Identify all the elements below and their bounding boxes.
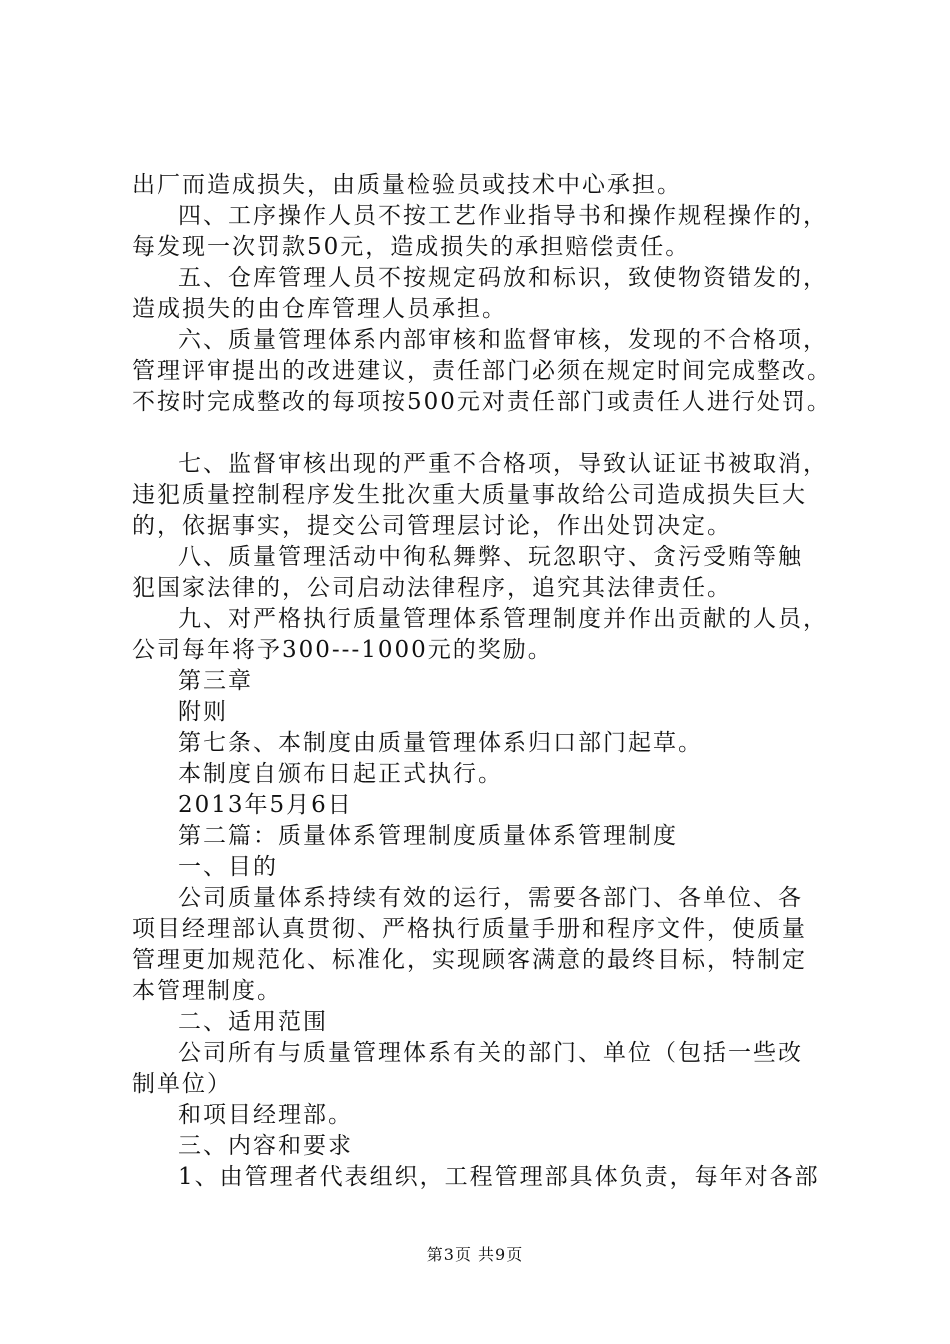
text-line: 第七条、本制度由质量管理体系归口部门起草。 [178,730,703,756]
text-line: 公司每年将予300---1000元的奖励。 [132,637,553,663]
text-line: 第二篇：质量体系管理制度质量体系管理制度 [178,823,678,849]
page-footer: 第3页 共9页 [426,1245,524,1264]
text-line: 一、目的 [178,854,278,880]
document-body [132,170,842,1193]
text-line: 1、由管理者代表组织，工程管理部具体负责，每年对各部 [178,1164,820,1190]
text-line: 三、内容和要求 [178,1133,353,1159]
text-line: 八、质量管理活动中徇私舞弊、玩忽职守、贪污受贿等触 [178,544,803,570]
text-line: 不按时完成整改的每项按500元对责任部门或责任人进行处罚。 [132,389,832,415]
text-line: 管理评审提出的改进建议，责任部门必须在规定时间完成整改。 [132,358,832,384]
text-line: 九、对严格执行质量管理体系管理制度并作出贡献的人员， [178,606,828,632]
text-line: 第三章 [178,668,253,694]
text-line: 公司所有与质量管理体系有关的部门、单位（包括一些改 [178,1040,803,1066]
text-line: 本管理制度。 [132,978,282,1004]
text-line: 违犯质量控制程序发生批次重大质量事故给公司造成损失巨大 [132,482,807,508]
text-line: 六、质量管理体系内部审核和监督审核，发现的不合格项， [178,327,828,353]
text-line: 制单位） [132,1071,232,1097]
text-line: 二、适用范围 [178,1009,328,1035]
text-line: 每发现一次罚款50元，造成损失的承担赔偿责任。 [132,234,691,260]
text-line: 七、监督审核出现的严重不合格项，导致认证证书被取消， [178,451,828,477]
text-line: 的，依据事实，提交公司管理层讨论，作出处罚决定。 [132,513,732,539]
text-line: 本制度自颁布日起正式执行。 [178,761,503,787]
text-line: 五、仓库管理人员不按规定码放和标识，致使物资错发的， [178,265,828,291]
text-line: 公司质量体系持续有效的运行，需要各部门、各单位、各 [178,885,803,911]
text-line: 四、工序操作人员不按工艺作业指导书和操作规程操作的， [178,203,828,229]
text-line: 附则 [178,699,228,725]
text-line: 出厂而造成损失，由质量检验员或技术中心承担。 [132,172,682,198]
text-line: 犯国家法律的，公司启动法律程序，追究其法律责任。 [132,575,732,601]
text-line: 2013年5月6日 [178,792,353,818]
paragraph-gap [132,418,842,449]
text-line: 项目经理部认真贯彻、严格执行质量手册和程序文件，使质量 [132,916,807,942]
text-line: 管理更加规范化、标准化，实现顾客满意的最终目标，特制定 [132,947,807,973]
text-line: 和项目经理部。 [178,1102,353,1128]
text-line: 造成损失的由仓库管理人员承担。 [132,296,507,322]
